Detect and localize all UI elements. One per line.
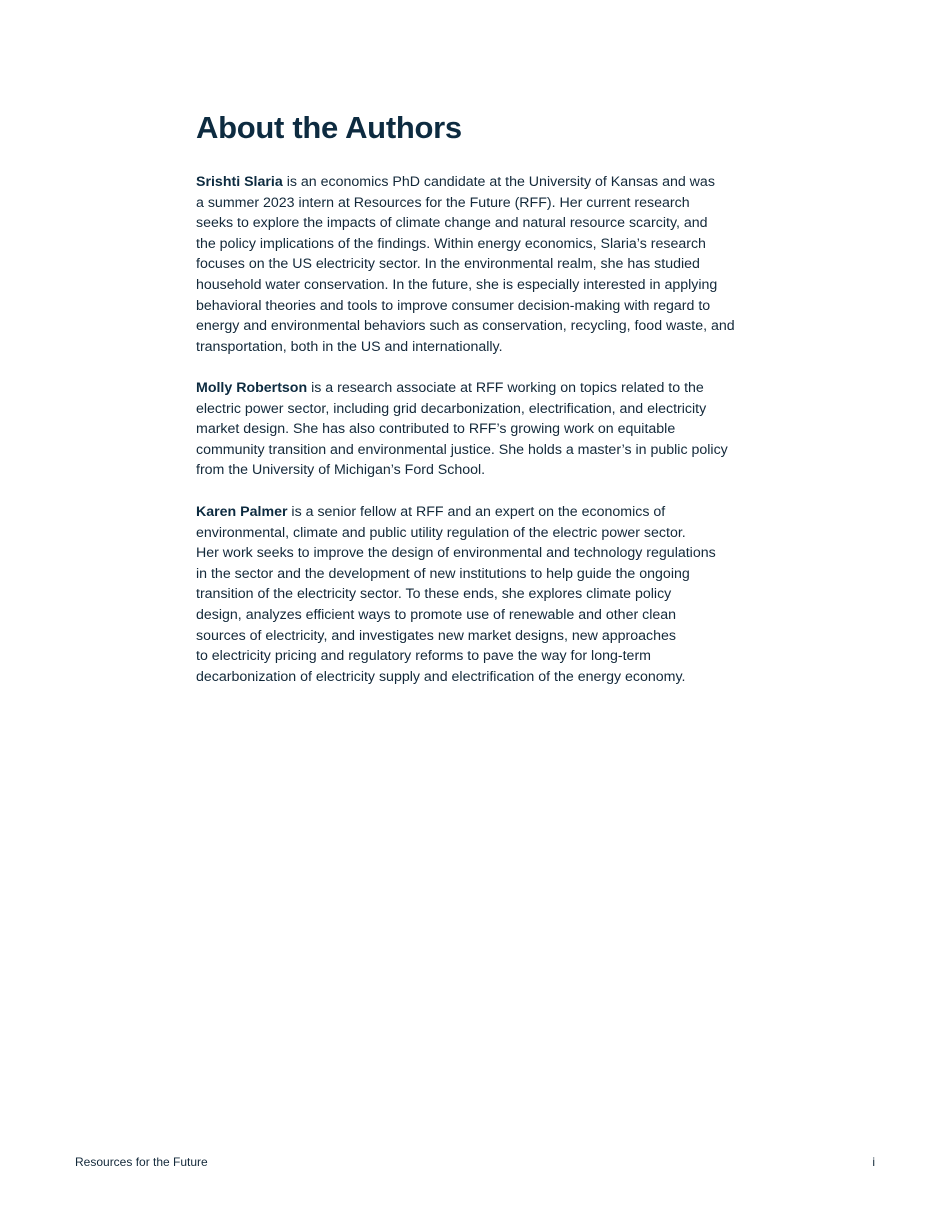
bio-line: seeks to explore the impacts of climate change and natural resource scarcity, and bbox=[196, 215, 708, 232]
author-name: Srishti Slaria bbox=[196, 174, 283, 190]
author-name: Karen Palmer bbox=[196, 504, 288, 520]
bio-line: household water conservation. In the future, she is especially interested in applying bbox=[196, 276, 718, 293]
bio-line: market design. She has also contributed to RFF’s growing work on equitable bbox=[196, 421, 676, 438]
footer-page-number: i bbox=[872, 1155, 875, 1169]
bio-line: Srishti Slaria is an economics PhD candidate at the University of Kansas and was bbox=[196, 174, 715, 190]
bio-line: community transition and environmental justice. She holds a master’s in public policy bbox=[196, 441, 728, 458]
author-name: Molly Robertson bbox=[196, 380, 308, 396]
bio-line: Molly Robertson is a research associate at RFF working on topics related to the bbox=[196, 380, 704, 396]
bio-line: focuses on the US electricity sector. In the environmental realm, she has studied bbox=[196, 256, 700, 273]
bio-line: the policy implications of the findings. Within energy economics, Slaria’s research bbox=[196, 235, 706, 252]
bio-line: energy and environmental behaviors such as conservation, recycling, food waste, and bbox=[196, 318, 735, 335]
bio-line: design, analyzes efficient ways to promote use of renewable and other clean bbox=[196, 606, 677, 623]
page-title: About the Authors bbox=[196, 110, 462, 145]
bio-line: electric power sector, including grid decarbonization, electrification, and electricity bbox=[196, 400, 707, 417]
bio-line: decarbonization of electricity supply and electrification of the energy economy. bbox=[196, 668, 686, 685]
bio-line: from the University of Michigan’s Ford School. bbox=[196, 462, 486, 479]
author-bio-robertson bbox=[196, 378, 756, 481]
bio-line: in the sector and the development of new institutions to help guide the ongoing bbox=[196, 565, 690, 582]
footer-organization: Resources for the Future bbox=[75, 1155, 208, 1169]
bio-line: to electricity pricing and regulatory reforms to pave the way for long-term bbox=[196, 648, 651, 665]
bio-line: a summer 2023 intern at Resources for the Future (RFF). Her current research bbox=[196, 194, 690, 211]
author-bio-slaria bbox=[196, 172, 756, 357]
bio-line: transition of the electricity sector. To these ends, she explores climate policy bbox=[196, 586, 672, 603]
bio-line: transportation, both in the US and internationally. bbox=[196, 338, 503, 355]
bio-line: behavioral theories and tools to improve consumer decision-making with regard to bbox=[196, 297, 711, 314]
bio-line: sources of electricity, and investigates new market designs, new approaches bbox=[196, 627, 676, 644]
bio-line: Her work seeks to improve the design of environmental and technology regulations bbox=[196, 545, 716, 562]
author-bio-palmer bbox=[196, 502, 756, 687]
bio-line: environmental, climate and public utility regulation of the electric power sector. bbox=[196, 524, 686, 541]
bio-line: Karen Palmer is a senior fellow at RFF and an expert on the economics of bbox=[196, 504, 666, 520]
